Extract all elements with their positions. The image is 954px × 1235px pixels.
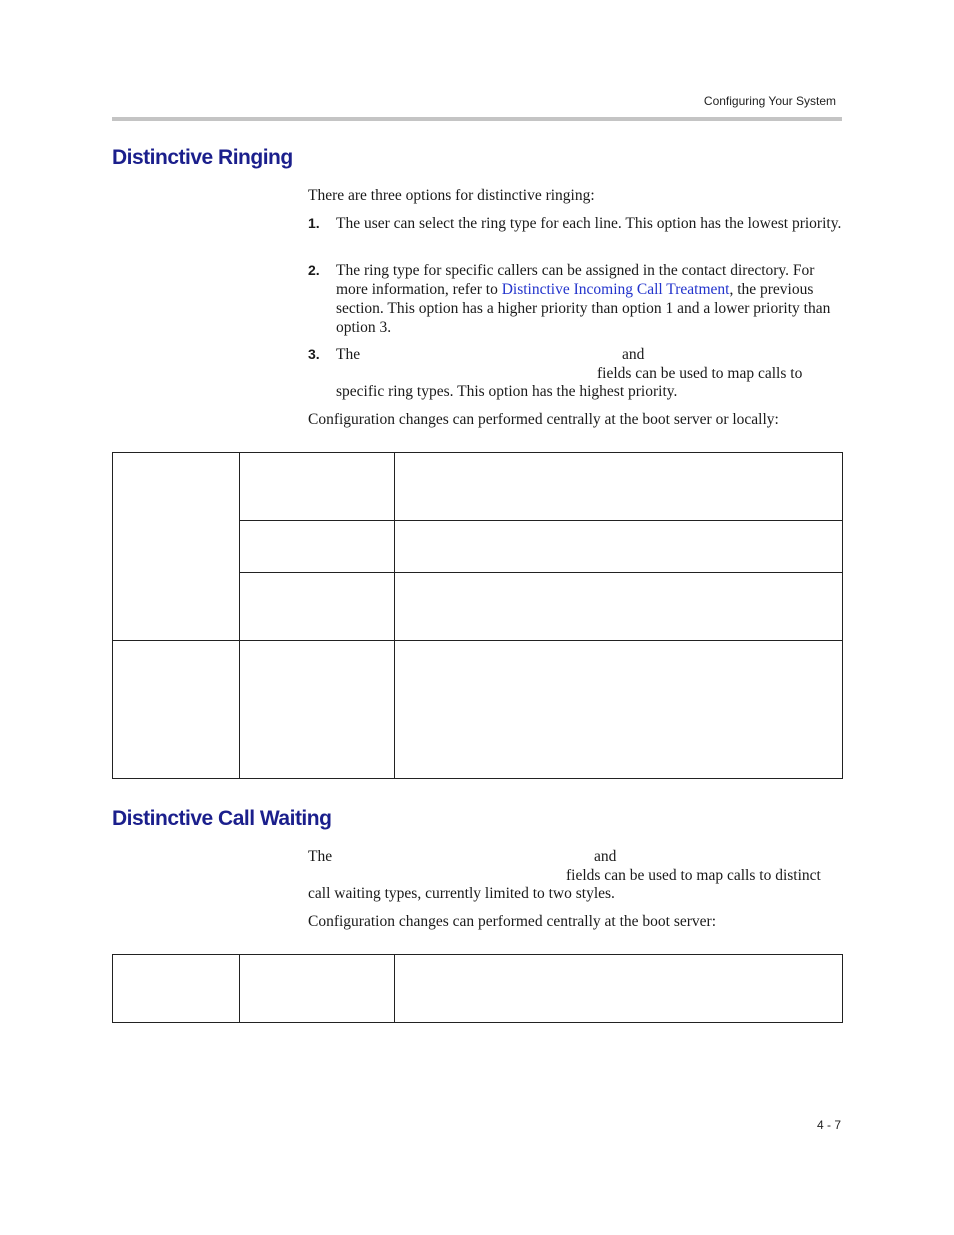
distinctive-incoming-call-link[interactable]: Distinctive Incoming Call Treatment: [501, 281, 730, 298]
list-item-3-the: The: [336, 346, 361, 363]
call-waiting-end: call waiting types, currently limited to two styles.: [308, 885, 615, 902]
list-item-3-fields: fields can be used to map calls to: [597, 365, 803, 382]
table-cell: [240, 573, 395, 641]
table-cell: [240, 641, 395, 779]
list-item-1: The user can select the ring type for each line. This option has the lowest priority.: [336, 215, 842, 232]
table-cell: [395, 573, 843, 641]
table-row: [113, 955, 843, 1023]
running-header: Configuring Your System: [703, 94, 836, 108]
intro-paragraph: There are three options for distinctive ringing:: [308, 187, 595, 204]
header-rule: [112, 117, 842, 121]
table-cell: [395, 453, 843, 521]
table-cell: [113, 955, 240, 1023]
list-number-3: 3.: [308, 346, 320, 362]
list-number-1: 1.: [308, 215, 320, 231]
table-cell: [395, 521, 843, 573]
table-cell: [240, 453, 395, 521]
call-waiting-the: The: [308, 848, 333, 865]
list-item-3-and: and: [622, 346, 645, 363]
section-heading-distinctive-ringing: Distinctive Ringing: [112, 146, 293, 169]
call-waiting-fields: fields can be used to map calls to distinct: [566, 867, 821, 884]
list-item-2: [336, 261, 842, 337]
list-item-3-end: specific ring types. This option has the highest priority.: [336, 383, 678, 400]
call-waiting-and: and: [594, 848, 617, 865]
page-number: 4 - 7: [816, 1118, 841, 1132]
table-cell: [240, 955, 395, 1023]
table-cell: [395, 955, 843, 1023]
table-cell: [113, 641, 240, 779]
config-paragraph-1: Configuration changes can performed centrally at the boot server or locally:: [308, 411, 779, 428]
table-row: [113, 641, 843, 779]
config-table-call-waiting: [112, 954, 843, 1023]
section-heading-distinctive-call-waiting: Distinctive Call Waiting: [112, 807, 332, 830]
table-cell: [113, 453, 240, 641]
table-cell: [240, 521, 395, 573]
list-item-2-text-after: , the previous section. This option has a higher priority than option 1 and a lower priority than option 3.: [336, 281, 831, 336]
list-item-2-text-before: The ring type for specific callers can be assigned in the contact directory. For more information, refer to: [336, 262, 815, 298]
list-number-2: 2.: [308, 262, 320, 278]
config-table-ringing: [112, 452, 843, 779]
table-row: [113, 453, 843, 521]
config-paragraph-2: Configuration changes can performed centrally at the boot server:: [308, 913, 717, 930]
table-cell: [395, 641, 843, 779]
